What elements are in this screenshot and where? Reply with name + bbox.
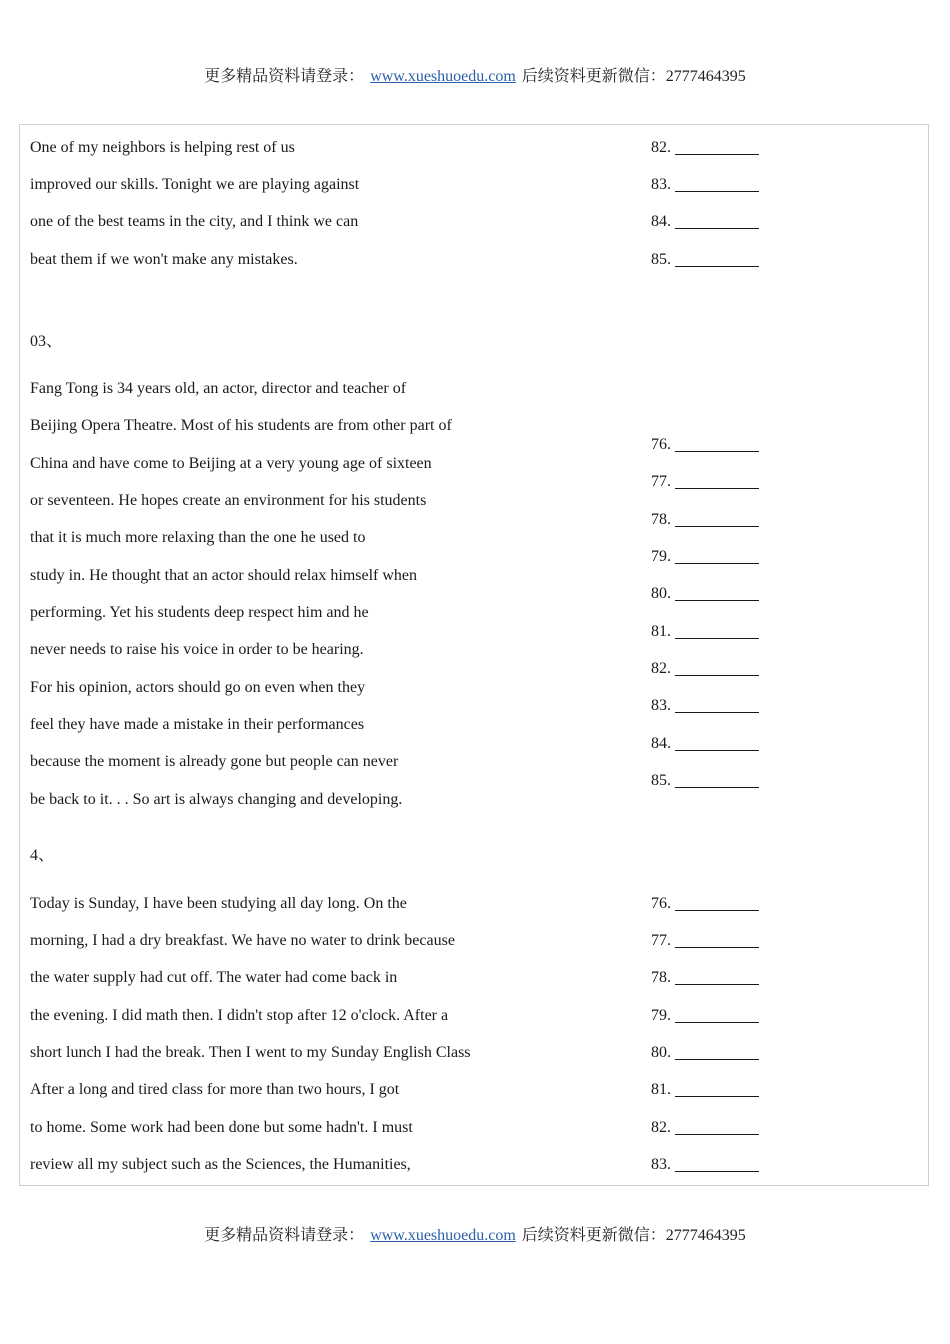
- passage-line: one of the best teams in the city, and I think we can: [30, 213, 359, 230]
- blank-number: 82.: [651, 139, 671, 156]
- blank-number: 81.: [651, 1081, 671, 1098]
- blank-number: 82.: [651, 660, 671, 677]
- blank-number: 78.: [651, 969, 671, 986]
- passage-line: feel they have made a mistake in their performances: [30, 716, 365, 733]
- answer-blank[interactable]: [651, 931, 759, 951]
- blank-underline: [675, 674, 759, 676]
- answer-blank[interactable]: [651, 138, 759, 158]
- header-suffix: 后续资料更新微信：2777464395: [521, 68, 746, 85]
- answer-blank[interactable]: [651, 734, 759, 754]
- blank-underline: [675, 1170, 759, 1172]
- blank-underline: [675, 599, 759, 601]
- blank-underline: [675, 227, 759, 229]
- blank-number: 80.: [651, 1044, 671, 1061]
- blank-underline: [675, 450, 759, 452]
- blank-underline: [675, 711, 759, 713]
- passage-line: After a long and tired class for more than two hours, I got: [30, 1081, 400, 1098]
- worksheet-frame: [19, 124, 929, 1186]
- answer-blank[interactable]: [651, 435, 759, 455]
- blank-underline: [675, 1058, 759, 1060]
- answer-blank[interactable]: [651, 510, 759, 530]
- passage-line: morning, I had a dry breakfast. We have no water to drink because: [30, 932, 455, 949]
- answer-blank[interactable]: [651, 894, 759, 914]
- blank-number: 77.: [651, 932, 671, 949]
- blank-number: 79.: [651, 548, 671, 565]
- footer-suffix: 后续资料更新微信：2777464395: [521, 1227, 746, 1244]
- answer-blank[interactable]: [651, 250, 759, 270]
- passage-line: improved our skills. Tonight we are playing against: [30, 176, 360, 193]
- blank-number: 80.: [651, 585, 671, 602]
- footer-prefix: 更多精品资料请登录：: [204, 1227, 365, 1244]
- answer-blank[interactable]: [651, 968, 759, 988]
- answer-blank[interactable]: [651, 622, 759, 642]
- answer-blank[interactable]: [651, 584, 759, 604]
- answer-blank[interactable]: [651, 1006, 759, 1026]
- blank-underline: [675, 487, 759, 489]
- blank-underline: [675, 786, 759, 788]
- answer-blank[interactable]: [651, 1043, 759, 1063]
- passage-line: China and have come to Beijing at a very young age of sixteen: [30, 455, 432, 472]
- passage-line: never needs to raise his voice in order to be hearing.: [30, 641, 364, 658]
- passage-line: performing. Yet his students deep respect him and he: [30, 604, 369, 621]
- answer-blank[interactable]: [651, 472, 759, 492]
- answer-blank[interactable]: [651, 771, 759, 791]
- header-prefix: 更多精品资料请登录：: [204, 68, 365, 85]
- passage-line: because the moment is already gone but people can never: [30, 753, 399, 770]
- blank-underline: [675, 983, 759, 985]
- answer-blank[interactable]: [651, 696, 759, 716]
- blank-underline: [675, 562, 759, 564]
- blank-number: 84.: [651, 213, 671, 230]
- blank-number: 77.: [651, 473, 671, 490]
- passage-line: short lunch I had the break. Then I went to my Sunday English Class: [30, 1044, 471, 1061]
- passage-line: that it is much more relaxing than the one he used to: [30, 529, 366, 546]
- blank-underline: [675, 909, 759, 911]
- blank-number: 79.: [651, 1007, 671, 1024]
- answer-blank[interactable]: [651, 1155, 759, 1175]
- blank-number: 78.: [651, 511, 671, 528]
- passage-line: to home. Some work had been done but some hadn't. I must: [30, 1119, 413, 1136]
- blank-number: 83.: [651, 176, 671, 193]
- passage-line: be back to it. . . So art is always changing and developing.: [30, 791, 403, 808]
- blank-underline: [675, 946, 759, 948]
- passage-line: Today is Sunday, I have been studying all day long. On the: [30, 895, 407, 912]
- footer-website-link[interactable]: www.xueshuoedu.com: [370, 1227, 516, 1244]
- section-label: 03、: [30, 333, 63, 350]
- passage-line: or seventeen. He hopes create an environment for his students: [30, 492, 427, 509]
- blank-underline: [675, 525, 759, 527]
- passage-line: review all my subject such as the Sciences, the Humanities,: [30, 1156, 411, 1173]
- blank-number: 76.: [651, 436, 671, 453]
- blank-underline: [675, 1021, 759, 1023]
- passage-line: the water supply had cut off. The water had come back in: [30, 969, 398, 986]
- blank-underline: [675, 190, 759, 192]
- blank-number: 83.: [651, 1156, 671, 1173]
- blank-underline: [675, 153, 759, 155]
- answer-blank[interactable]: [651, 547, 759, 567]
- section-label: 4、: [30, 847, 55, 864]
- passage-line: beat them if we won't make any mistakes.: [30, 251, 298, 268]
- blank-number: 82.: [651, 1119, 671, 1136]
- passage-line: the evening. I did math then. I didn't stop after 12 o'clock. After a: [30, 1007, 449, 1024]
- passage-line: Fang Tong is 34 years old, an actor, director and teacher of: [30, 380, 407, 397]
- passage-line: For his opinion, actors should go on even when they: [30, 679, 366, 696]
- answer-blank[interactable]: [651, 1118, 759, 1138]
- page-footer: [0, 1226, 950, 1246]
- answer-blank[interactable]: [651, 659, 759, 679]
- blank-number: 83.: [651, 697, 671, 714]
- passage-line: One of my neighbors is helping rest of us: [30, 139, 295, 156]
- header-website-link[interactable]: www.xueshuoedu.com: [370, 68, 516, 85]
- blank-number: 85.: [651, 772, 671, 789]
- passage-line: study in. He thought that an actor should relax himself when: [30, 567, 418, 584]
- blank-underline: [675, 637, 759, 639]
- answer-blank[interactable]: [651, 175, 759, 195]
- blank-underline: [675, 265, 759, 267]
- answer-blank[interactable]: [651, 212, 759, 232]
- blank-number: 84.: [651, 735, 671, 752]
- blank-number: 76.: [651, 895, 671, 912]
- blank-number: 85.: [651, 251, 671, 268]
- answer-blank[interactable]: [651, 1080, 759, 1100]
- page-header: [0, 67, 950, 87]
- blank-underline: [675, 1133, 759, 1135]
- blank-number: 81.: [651, 623, 671, 640]
- blank-underline: [675, 1095, 759, 1097]
- blank-underline: [675, 749, 759, 751]
- passage-line: Beijing Opera Theatre. Most of his students are from other part of: [30, 417, 452, 434]
